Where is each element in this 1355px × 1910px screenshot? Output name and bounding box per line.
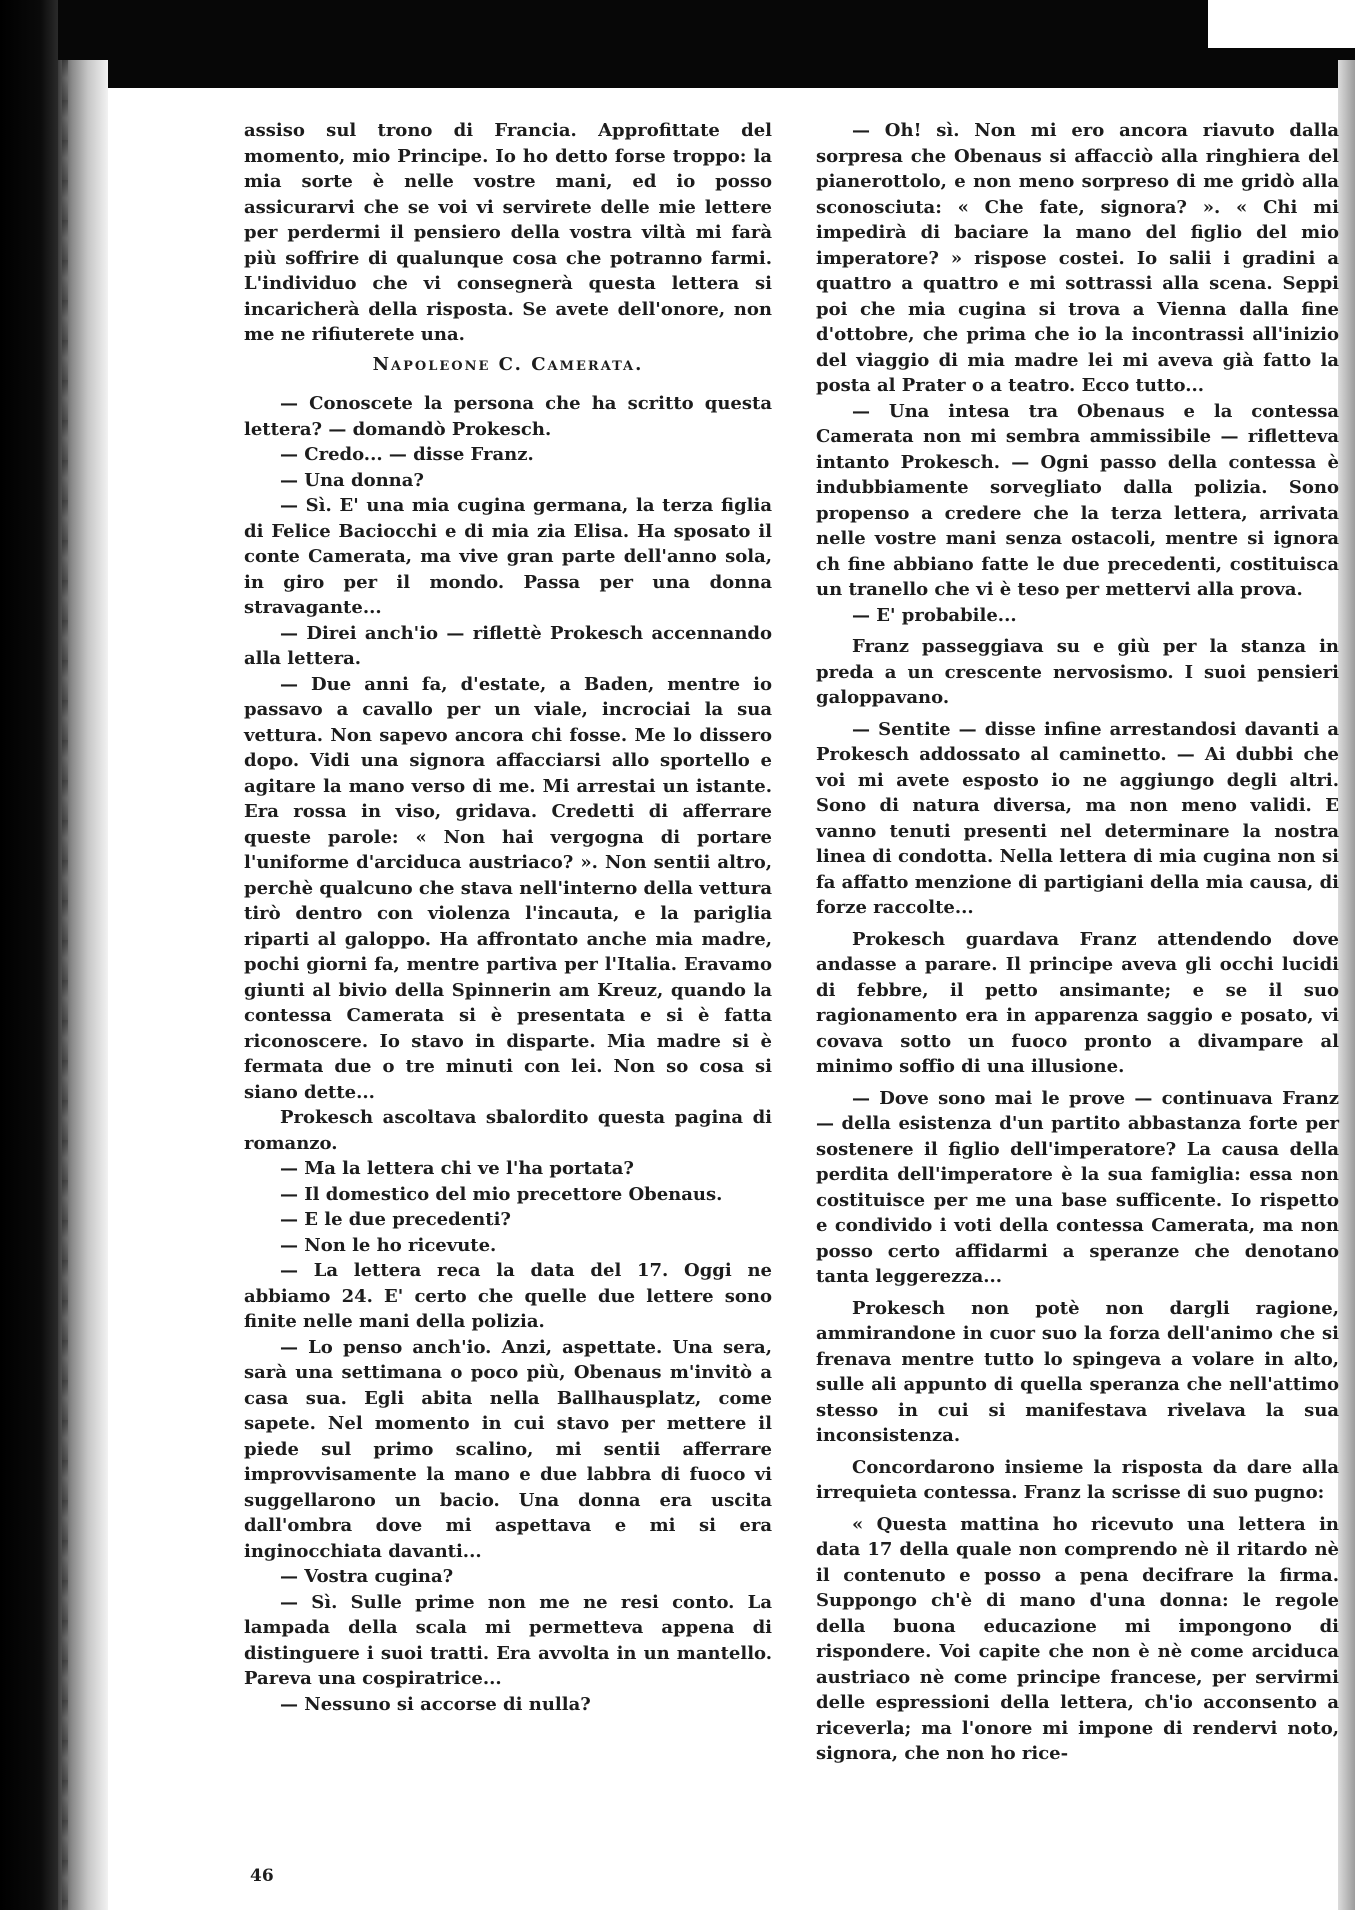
paragraph: Prokesch non potè non dargli ragione, ammirandone in cuor suo la forza dell'animo che si frenava mentre tutto lo spingeva a volare in alto, sulle ali appunto di quella speranza che nell'attimo stesso in cui si manifestava rivelava la sua inconsistenza.: [816, 1297, 1339, 1446]
paragraph: — Una intesa tra Obenaus e la contessa Camerata non mi sembra ammissibile — rifletteva intanto Prokesch. — Ogni passo della contessa è indubbiamente sorvegliato dalla polizia. Sono propenso a credere che la terza lettera, arrivata nelle vostre mani senza ostacoli, mentre si ignora ch fine abbiano fatte le due precedenti, costituisca un tranello che vi è teso per mettervi alla prova.: [816, 400, 1339, 600]
paragraph: — Oh! sì. Non mi ero ancora riavuto dalla sorpresa che Obenaus si affacciò alla ringhiera del pianerottolo, e non meno sorpreso di me gridò alla sconosciuta: « Che fate, signora? ». « Chi mi impedirà di baciare la mano del figlio del mio imperatore? » rispose costei. Io salii i gradini a quattro a quattro e mi sottrassi alla scena. Seppi poi che mia cugina si trova a Vienna dalla fine d'ottobre, che prima che io la incontrassi all'inizio del viaggio di mia madre lei mi aveva già fatto la posta al Prater o a teatro. Ecco tutto...: [816, 120, 1339, 396]
paragraph: — Vostra cugina?: [280, 1566, 454, 1587]
book-binding-shadow: [58, 60, 108, 1910]
paragraph: — Il domestico del mio precettore Obenaus.: [280, 1183, 723, 1205]
paragraph: Franz passeggiava su e giù per la stanza in preda a un crescente nervosismo. I suoi pensieri galoppavano.: [816, 636, 1339, 708]
paragraph: — Conoscete la persona che ha scritto questa lettera? — domandò Prokesch.: [244, 393, 772, 440]
paragraph: — Due anni fa, d'estate, a Baden, mentre io passavo a cavallo per un viale, incrociai la sua vettura. Non sapevo ancora chi fosse. Me lo dissero dopo. Vidi una signora affacciarsi allo sportello e agitare la mano verso di me. Mi arrestai un istante. Era rossa in viso, gridava. Credetti di afferrare queste parole: « Non hai vergogna di portare l'uniforme d'arciduca austriaco? ». Non sentii altro, perchè qualcuno che stava nell'interno della vettura tirò dentro con violenza l'incauta, e la pariglia riparti al galoppo. Ha affrontato anche mia madre, pochi giorni fa, mentre partiva per l'Italia. Eravamo giunti al bivio della Spinnerin am Kreuz, quando la contessa Camerata si è presentata e si è fatta riconoscere. Io stavo in disparte. Mia madre si è fermata due o tre minuti con lei. Non so cosa si siano dette...: [244, 673, 772, 1103]
paragraph: — Credo... — disse Franz.: [280, 444, 534, 465]
paragraph: — Dove sono mai le prove — continuava Franz — della esistenza d'un partito abbastanza forte per sostenere il figlio dell'imperatore? La causa della perdita dell'imperatore è la sua famiglia: essa non costituisce per me una base sufficente. Io rispetto e condivido i voti della contessa Camerata, ma non posso certo affidarmi a speranze che denotano tanta leggerezza...: [816, 1087, 1339, 1287]
scan-corner-tab: [1208, 0, 1355, 48]
paragraph: — Nessuno si accorse di nulla?: [280, 1693, 591, 1715]
paragraph: — La lettera reca la data del 17. Oggi ne abbiamo 24. E' certo che quelle due lettere sono finite nelle mani della polizia.: [244, 1260, 772, 1332]
quoted-letter: « Questa mattina ho ricevuto una lettera in data 17 della quale non comprendo nè il ritardo nè il contenuto e posso a pena decifrare la firma. Suppongo ch'è di mano d'una donna: le regole della buona educazione mi impongono di rispondere. Voi capite che non è nè come arciduca austriaco nè come principe francese, per servirmi delle espressioni della lettera, ch'io acconsento a riceverla; ma l'onore mi impone di rendervi noto, signora, che non ho rice-: [816, 1513, 1339, 1764]
paragraph: Prokesch ascoltava sbalordito questa pagina di romanzo.: [244, 1107, 772, 1154]
scan-left-border: [0, 0, 58, 1910]
paragraph: — Sentite — disse infine arrestandosi davanti a Prokesch addossato al caminetto. — Ai dubbi che voi mi avete esposto io ne aggiungo degli altri. Sono di natura diversa, ma non meno validi. E vanno tenuti presenti nel determinare la nostra linea di condotta. Nella lettera di mia cugina non si fa affatto menzione di partigiani della mia causa, di forze raccolte...: [816, 718, 1339, 918]
paragraph: — Non le ho ricevute.: [280, 1234, 497, 1256]
paragraph: Concordarono insieme la risposta da dare alla irrequieta contessa. Franz la scrisse di suo pugno:: [816, 1456, 1339, 1503]
scan-right-edge: [1338, 60, 1355, 1910]
text-column-right: [816, 118, 1339, 1767]
paragraph: — E le due precedenti?: [280, 1209, 511, 1230]
paragraph: assiso sul trono di Francia. Approfittate del momento, mio Principe. Io ho detto forse troppo: la mia sorte è nelle vostre mani, ed io posso assicurarvi che se voi vi servirete delle mie lettere per perdermi il pensiero della vostra viltà mi farà più soffrire di qualunque cosa che potranno farmi. L'individuo che vi consegnerà questa lettera si incaricherà della risposta. Se avete dell'onore, non me ne rifiuterete una.: [244, 120, 772, 345]
paragraph: — E' probabile...: [852, 604, 1017, 626]
paragraph: — Direi anch'io — riflettè Prokesch accennando alla lettera.: [244, 622, 772, 669]
letter-signature: Napoleone C. Camerata.: [372, 353, 644, 375]
paragraph: Prokesch guardava Franz attendendo dove andasse a parare. Il principe aveva gli occhi lucidi di febbre, il petto ansimante; e se il suo ragionamento era in apparenza saggio e posato, vi covava sotto un fuoco pronto a divampare al minimo soffio di una illusione.: [816, 928, 1339, 1077]
page-number: 46: [250, 1866, 274, 1886]
paragraph: — Sì. E' una mia cugina germana, la terza figlia di Felice Baciocchi e di mia zia Elisa. Ha sposato il conte Camerata, ma vive gran parte dell'anno sola, in giro per il mondo. Passa per una donna stravagante...: [244, 495, 772, 618]
text-column-left: [244, 118, 772, 1717]
paragraph: — Lo penso anch'io. Anzi, aspettate. Una sera, sarà una settimana o poco più, Obenaus m'invitò a casa sua. Egli abita nella Ballhausplatz, come sapete. Nel momento in cui stavo per mettere il piede sul primo scalino, mi sentii afferrare improvvisamente la mano e due labbra di fuoco vi suggellarono un bacio. Una donna era uscita dall'ombra dove mi aspettava e mi si era inginocchiata davanti...: [244, 1336, 772, 1562]
paragraph: — Una donna?: [280, 469, 424, 491]
paragraph: — Ma la lettera chi ve l'ha portata?: [280, 1158, 634, 1179]
scan-top-border: [0, 0, 1355, 88]
paragraph: — Sì. Sulle prime non me ne resi conto. La lampada della scala mi permetteva appena di distinguere i suoi tratti. Era avvolta in un mantello. Pareva una cospiratrice...: [244, 1591, 772, 1689]
